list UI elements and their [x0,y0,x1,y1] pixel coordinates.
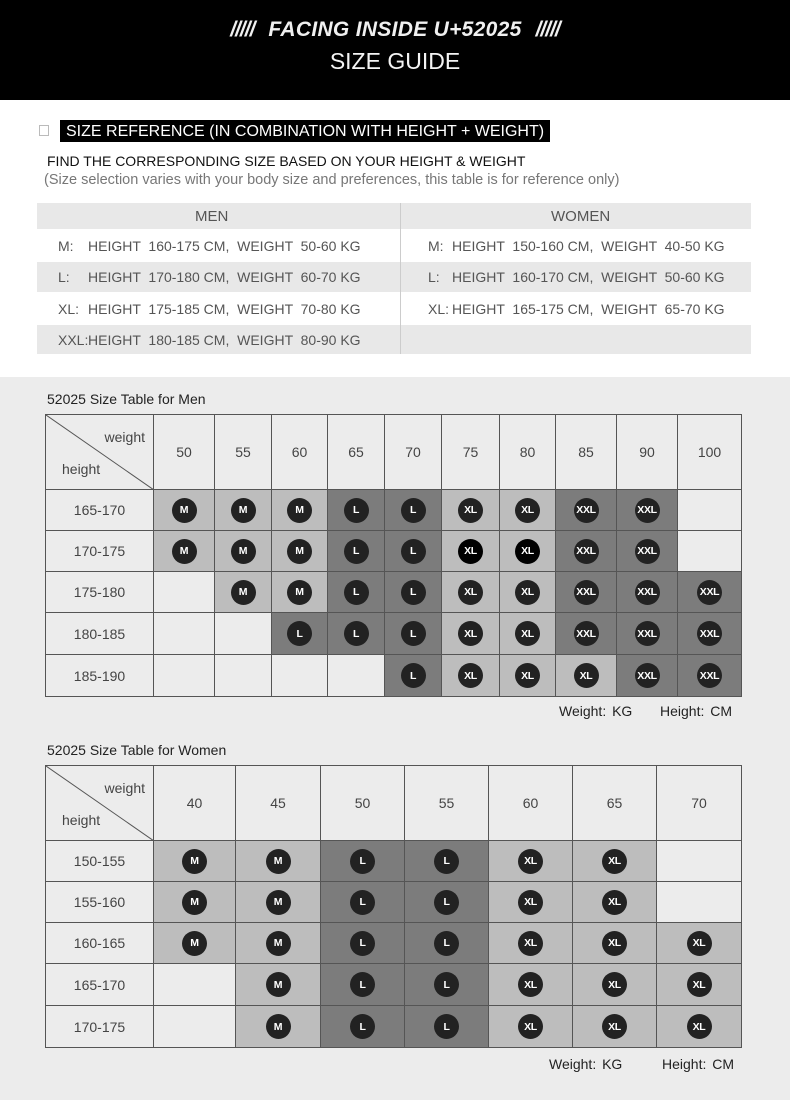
slash-decoration: ///// [535,18,560,41]
size-badge: L [434,890,459,915]
women-weight-unit: Weight: KG [549,1056,623,1072]
size-badge: M [182,849,207,874]
size-cell [236,841,321,882]
size-cell [500,490,556,531]
size-badge: L [344,498,369,523]
size-badge: XL [458,621,483,646]
size-cell [321,882,405,923]
height-label: 160-165 [46,923,154,964]
height-label: 180-185 [46,613,154,655]
size-badge: M [266,849,291,874]
size-badge: XL [602,890,627,915]
height-label: 170-175 [46,531,154,572]
empty-cell [154,1006,236,1048]
size-cell [321,1006,405,1048]
size-badge: L [344,621,369,646]
size-badge: XXL [635,621,660,646]
height-label: 170-175 [46,1006,154,1048]
size-cell [154,882,236,923]
corner-header [46,415,154,490]
women-size-label: M: [428,237,444,254]
men-size-range: HEIGHT 160-175 CM, WEIGHT 50-60 KG [88,237,361,254]
empty-cell [154,613,215,655]
size-badge: M [287,539,312,564]
size-cell [500,655,556,697]
size-cell [328,613,385,655]
diagonal-line [46,415,154,490]
empty-cell [328,655,385,697]
size-cell [442,531,500,572]
size-cell [385,613,442,655]
empty-cell [154,655,215,697]
empty-cell [657,841,742,882]
size-cell [617,655,678,697]
size-badge: M [266,890,291,915]
size-cell [442,613,500,655]
size-cell [215,490,272,531]
size-cell [154,531,215,572]
size-badge: M [231,539,256,564]
size-badge: L [434,1014,459,1039]
size-badge: XL [518,931,543,956]
height-label: 165-170 [46,490,154,531]
size-cell [385,531,442,572]
empty-cell [154,964,236,1006]
brand-text: FACING INSIDE U+52025 [268,18,522,41]
women-column-header: WOMEN [551,207,611,225]
size-cell [489,841,573,882]
reference-row [37,229,751,262]
weight-header: 90 [617,415,678,490]
size-badge: XXL [574,621,599,646]
size-cell [617,531,678,572]
size-cell [328,531,385,572]
women-table-title: 52025 Size Table for Women [47,742,227,758]
weight-header: 50 [154,415,215,490]
size-cell [657,923,742,964]
size-badge: L [401,580,426,605]
size-cell [657,964,742,1006]
weight-header: 80 [500,415,556,490]
corner-weight-label: weight [104,780,145,796]
size-badge: XL [518,890,543,915]
size-badge: L [401,498,426,523]
size-badge: XL [515,663,540,688]
size-cell [236,964,321,1006]
size-cell [321,964,405,1006]
reference-row [37,325,751,354]
size-badge: XL [602,849,627,874]
empty-cell [657,882,742,923]
size-cell [489,964,573,1006]
size-cell [236,923,321,964]
reference-header-row [37,203,751,229]
reference-title: SIZE REFERENCE (IN COMBINATION WITH HEIGHT + WEIGHT) [60,120,550,142]
size-cell [489,923,573,964]
size-badge: XL [687,1014,712,1039]
size-cell [556,572,617,613]
size-cell [272,531,328,572]
instruction-text: FIND THE CORRESPONDING SIZE BASED ON YOUR HEIGHT & WEIGHT [47,153,526,169]
size-cell [272,613,328,655]
size-badge: XXL [574,498,599,523]
size-cell [556,490,617,531]
size-cell [154,841,236,882]
size-cell [617,572,678,613]
header-banner [0,0,790,100]
size-cell [405,882,489,923]
weight-header: 40 [154,766,236,841]
size-cell [328,572,385,613]
checkbox-icon [39,125,49,136]
size-cell [556,613,617,655]
size-badge: XXL [635,663,660,688]
size-badge: XXL [697,663,722,688]
size-cell [617,490,678,531]
size-cell [236,882,321,923]
page-title: SIZE GUIDE [329,48,461,74]
size-badge: L [401,621,426,646]
men-column-header: MEN [195,207,229,225]
size-badge: XL [515,539,540,564]
size-cell [442,655,500,697]
size-cell [617,613,678,655]
size-cell [489,1006,573,1048]
size-badge: M [266,931,291,956]
size-badge: XL [518,972,543,997]
weight-header: 55 [405,766,489,841]
size-badge: XL [687,972,712,997]
women-size-range: HEIGHT 150-160 CM, WEIGHT 40-50 KG [452,237,725,254]
size-cell [442,572,500,613]
men-size-label: XL: [58,300,80,317]
reference-row [37,292,751,325]
women-height-unit: Height: CM [662,1056,735,1072]
size-cell [678,572,742,613]
men-size-range: HEIGHT 180-185 CM, WEIGHT 80-90 KG [88,331,361,348]
size-badge: M [182,931,207,956]
men-weight-unit: Weight: KG [559,703,633,719]
size-badge: L [350,890,375,915]
size-cell [321,923,405,964]
size-cell [573,882,657,923]
size-cell [500,613,556,655]
size-badge: XL [515,580,540,605]
men-size-range: HEIGHT 170-180 CM, WEIGHT 60-70 KG [88,269,361,285]
size-cell [556,655,617,697]
size-badge: L [401,539,426,564]
weight-header: 70 [385,415,442,490]
women-size-label: L: [428,269,440,285]
size-cell [489,882,573,923]
size-badge: M [266,1014,291,1039]
size-badge: XXL [635,539,660,564]
empty-cell [215,613,272,655]
size-badge: L [344,580,369,605]
size-badge: M [231,580,256,605]
size-cell [573,923,657,964]
weight-header: 45 [236,766,321,841]
height-label: 150-155 [46,841,154,882]
size-badge: L [350,1014,375,1039]
size-badge: XL [458,498,483,523]
size-badge: L [287,621,312,646]
size-badge: XL [602,931,627,956]
weight-header: 70 [657,766,742,841]
size-badge: L [401,663,426,688]
size-badge: XXL [635,580,660,605]
women-size-range: HEIGHT 160-170 CM, WEIGHT 50-60 KG [452,269,725,285]
size-cell [556,531,617,572]
size-badge: XXL [574,539,599,564]
size-badge: M [182,890,207,915]
size-cell [573,841,657,882]
corner-header [46,766,154,841]
weight-header: 75 [442,415,500,490]
size-badge: M [231,498,256,523]
weight-header: 60 [272,415,328,490]
size-badge: XL [602,972,627,997]
size-cell [215,531,272,572]
size-cell [321,841,405,882]
column-divider [400,203,401,354]
empty-cell [154,572,215,613]
weight-header: 65 [328,415,385,490]
size-cell [678,613,742,655]
size-badge: L [434,972,459,997]
size-badge: XL [458,539,483,564]
corner-height-label: height [62,461,101,477]
women-size-range: HEIGHT 165-175 CM, WEIGHT 65-70 KG [452,300,725,317]
size-cell [657,1006,742,1048]
corner-height-label: height [62,812,101,828]
size-cell [215,572,272,613]
empty-cell [678,490,742,531]
reference-row [37,262,751,292]
size-badge: XL [602,1014,627,1039]
weight-header: 85 [556,415,617,490]
size-badge: XL [518,849,543,874]
size-cell [500,572,556,613]
weight-header: 60 [489,766,573,841]
empty-cell [678,531,742,572]
men-table-title: 52025 Size Table for Men [47,391,206,407]
size-badge: XL [458,663,483,688]
size-badge: L [350,849,375,874]
height-label: 185-190 [46,655,154,697]
men-height-unit: Height: CM [660,703,733,719]
men-size-label: XXL: [58,331,89,348]
reference-table [37,203,751,354]
height-label: 175-180 [46,572,154,613]
size-badge: XXL [635,498,660,523]
size-cell [405,1006,489,1048]
size-badge: L [434,849,459,874]
size-cell [328,490,385,531]
weight-header: 65 [573,766,657,841]
size-badge: XL [574,663,599,688]
size-badge: XXL [697,580,722,605]
size-badge: L [350,972,375,997]
weight-header: 50 [321,766,405,841]
corner-weight-label: weight [104,429,145,445]
brand-title [0,18,790,42]
men-size-label: L: [58,269,70,285]
size-badge: M [172,498,197,523]
size-badge: M [266,972,291,997]
size-badge: L [344,539,369,564]
height-label: 165-170 [46,964,154,1006]
note-text: (Size selection varies with your body size and preferences, this table is for reference only) [44,172,620,188]
size-badge: M [172,539,197,564]
size-badge: XL [518,1014,543,1039]
height-label: 155-160 [46,882,154,923]
size-badge: XL [687,931,712,956]
empty-cell [215,655,272,697]
size-cell [385,572,442,613]
size-cell [272,490,328,531]
size-cell [405,964,489,1006]
size-cell [405,923,489,964]
men_table-grid [45,414,742,697]
size-cell [573,1006,657,1048]
size-badge: XL [515,621,540,646]
size-cell [405,841,489,882]
size-cell [385,490,442,531]
size-cell [236,1006,321,1048]
size-badge: XL [515,498,540,523]
size-badge: XL [458,580,483,605]
empty-cell [272,655,328,697]
size-badge: L [434,931,459,956]
diagonal-line [46,766,154,841]
weight-header: 55 [215,415,272,490]
size-cell [385,655,442,697]
size-cell [154,923,236,964]
weight-header: 100 [678,415,742,490]
men-size-label: M: [58,237,74,254]
size-badge: M [287,580,312,605]
size-cell [573,964,657,1006]
slash-decoration: ///// [230,18,255,41]
size-cell [442,490,500,531]
men-size-range: HEIGHT 175-185 CM, WEIGHT 70-80 KG [88,300,361,317]
size-cell [154,490,215,531]
size-badge: L [350,931,375,956]
size-cell [272,572,328,613]
women-size-label: XL: [428,300,450,317]
size-cell [678,655,742,697]
size-badge: M [287,498,312,523]
size-badge: XXL [697,621,722,646]
women_table-grid [45,765,742,1048]
size-badge: XXL [574,580,599,605]
size-cell [500,531,556,572]
